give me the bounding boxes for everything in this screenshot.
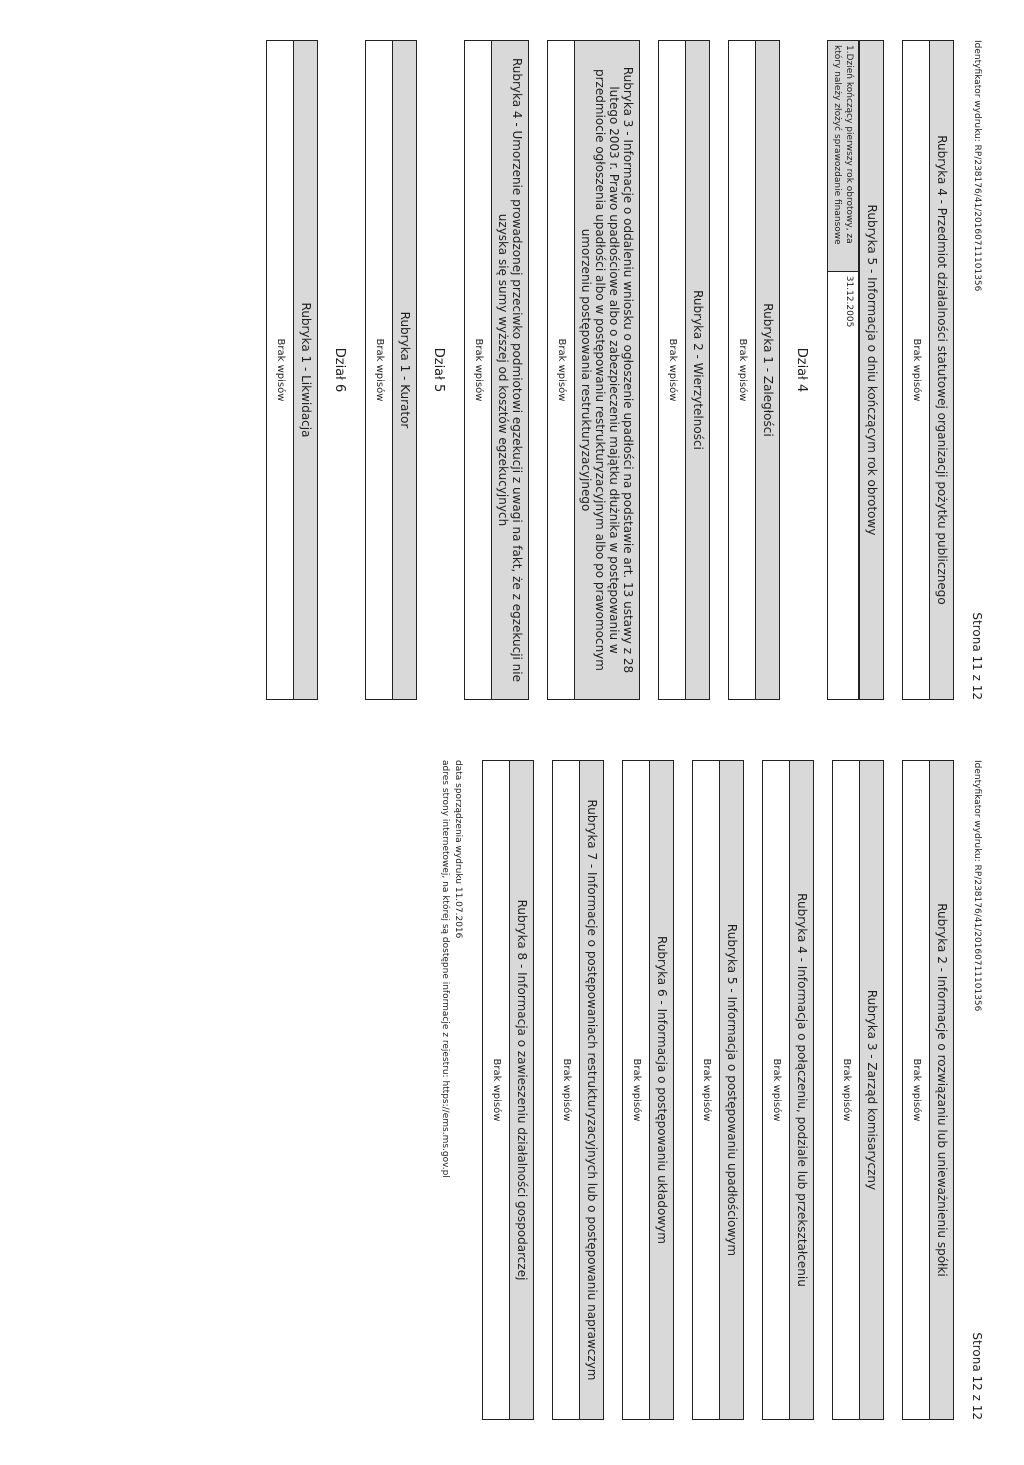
table-row — [828, 41, 859, 699]
section-d4-rubryka-4 — [464, 40, 529, 700]
section-body: Brak wpisów — [473, 338, 484, 402]
dzial-5-heading: Dział 5 — [431, 347, 446, 393]
section-body: Brak wpisów — [374, 338, 385, 402]
section-rubryka-8-zawieszenie — [482, 760, 534, 1420]
section-title: Rubryka 1 - Likwidacja — [293, 41, 317, 699]
section-title: Rubryka 2 - Wierzytelności — [685, 41, 709, 699]
section-title: Rubryka 4 - Przedmiot działalności statutowej organizacji pożytku publicznego — [929, 41, 953, 699]
page-header — [964, 40, 984, 700]
dzial-6-heading: Dział 6 — [332, 347, 347, 393]
section-d5-rubryka-1 — [365, 40, 417, 700]
section-rubryka-6-uklad — [622, 760, 674, 1420]
section-body: Brak wpisów — [561, 1058, 572, 1122]
section-rubryka-4-polaczenie — [762, 760, 814, 1420]
section-title: Rubryka 8 - Informacja o zawieszeniu działalności gospodarczej — [509, 761, 533, 1419]
fiscal-year-table — [828, 41, 859, 699]
section-body: Brak wpisów — [556, 338, 567, 402]
section-body: Brak wpisów — [275, 338, 286, 402]
section-title: Rubryka 3 - Zarząd komisaryczny — [859, 761, 883, 1419]
section-title: Rubryka 4 - Umorzenie prowadzonej przeciwko podmiotowi egzekucji z uwagi na fakt, że z egzekucji nie uzyska się sumy wyższej od kosztów egzekucyjnych — [491, 41, 528, 699]
section-title: Rubryka 4 - Informacja o połączeniu, podziale lub przekształceniu — [789, 761, 813, 1419]
section-d4-rubryka-1 — [728, 40, 780, 700]
page-header — [964, 760, 984, 1420]
section-body: Brak wpisów — [911, 338, 922, 402]
section-rubryka-3-zarzad — [832, 760, 884, 1420]
page-number: Strona 12 z 12 — [970, 1332, 984, 1420]
section-d4-rubryka-2 — [658, 40, 710, 700]
section-title: Rubryka 5 - Informacja o dniu kończącym rok obrotowy — [859, 41, 883, 699]
section-body: Brak wpisów — [771, 1058, 782, 1122]
section-d6-rubryka-1 — [266, 40, 318, 700]
print-date: data sporządzenia wydruku 11.07.2016 — [453, 760, 463, 939]
page-11 — [34, 40, 984, 700]
section-rubryka-5-upadlosc — [692, 760, 744, 1420]
section-title: Rubryka 3 - Informacje o oddaleniu wniosku o ogłoszenie upadłości na podstawie art. 13 ustawy z 28 lutego 2003 r. Prawo upadłościowe albo o zabezpieczeniu majątku dłużnika w postępowaniu w przedmiocie ogłoszenia upadłości albo w postępowaniu restrukturyzacyjnym albo po prawomocnym umorzeniu postępowania restrukturyzacyjnego — [574, 41, 639, 699]
print-footer — [438, 760, 464, 1420]
section-title: Rubryka 1 - Kurator — [392, 41, 416, 699]
section-body: Brak wpisów — [701, 1058, 712, 1122]
page-12 — [34, 760, 984, 1420]
section-rubryka-7-restrukturyzacja — [552, 760, 604, 1420]
section-rubryka-4-przedmiot — [902, 40, 954, 700]
section-body: Brak wpisów — [841, 1058, 852, 1122]
fiscal-year-label: 1.Dzień kończący pierwszy rok obrotowy, za który należy złożyć sprawozdanie finansowe — [828, 41, 859, 271]
section-d4-rubryka-3 — [547, 40, 640, 700]
registry-url: adres strony internetowej, na której są dostępne informacje z rejestru: https://ems.ms.gov.pl — [440, 760, 450, 1178]
section-title: Rubryka 2 - Informacje o rozwiązaniu lub unieważnieniu spółki — [929, 761, 953, 1419]
section-body: Brak wpisów — [737, 338, 748, 402]
section-body: Brak wpisów — [667, 338, 678, 402]
page-number: Strona 11 z 12 — [970, 612, 984, 700]
print-identifier: Identyfikator wydruku: RP/238176/41/20160711101356 — [972, 760, 982, 1012]
section-title: Rubryka 5 - Informacja o postępowaniu upadłościowym — [719, 761, 743, 1419]
section-rubryka-2-rozwiazanie — [902, 760, 954, 1420]
fiscal-year-value: 31.12.2005 — [828, 271, 859, 699]
section-title: Rubryka 1 - Zaległości — [755, 41, 779, 699]
dzial-4-heading: Dział 4 — [794, 347, 809, 393]
section-body: Brak wpisów — [631, 1058, 642, 1122]
section-body: Brak wpisów — [911, 1058, 922, 1122]
section-body: Brak wpisów — [491, 1058, 502, 1122]
section-title: Rubryka 6 - Informacja o postępowaniu układowym — [649, 761, 673, 1419]
section-title: Rubryka 7 - Informacje o postępowaniach restrukturyzacyjnych lub o postępowaniu naprawczym — [579, 761, 603, 1419]
print-identifier: Identyfikator wydruku: RP/238176/41/20160711101356 — [972, 40, 982, 292]
section-rubryka-5-rok-obrotowy — [827, 40, 884, 700]
